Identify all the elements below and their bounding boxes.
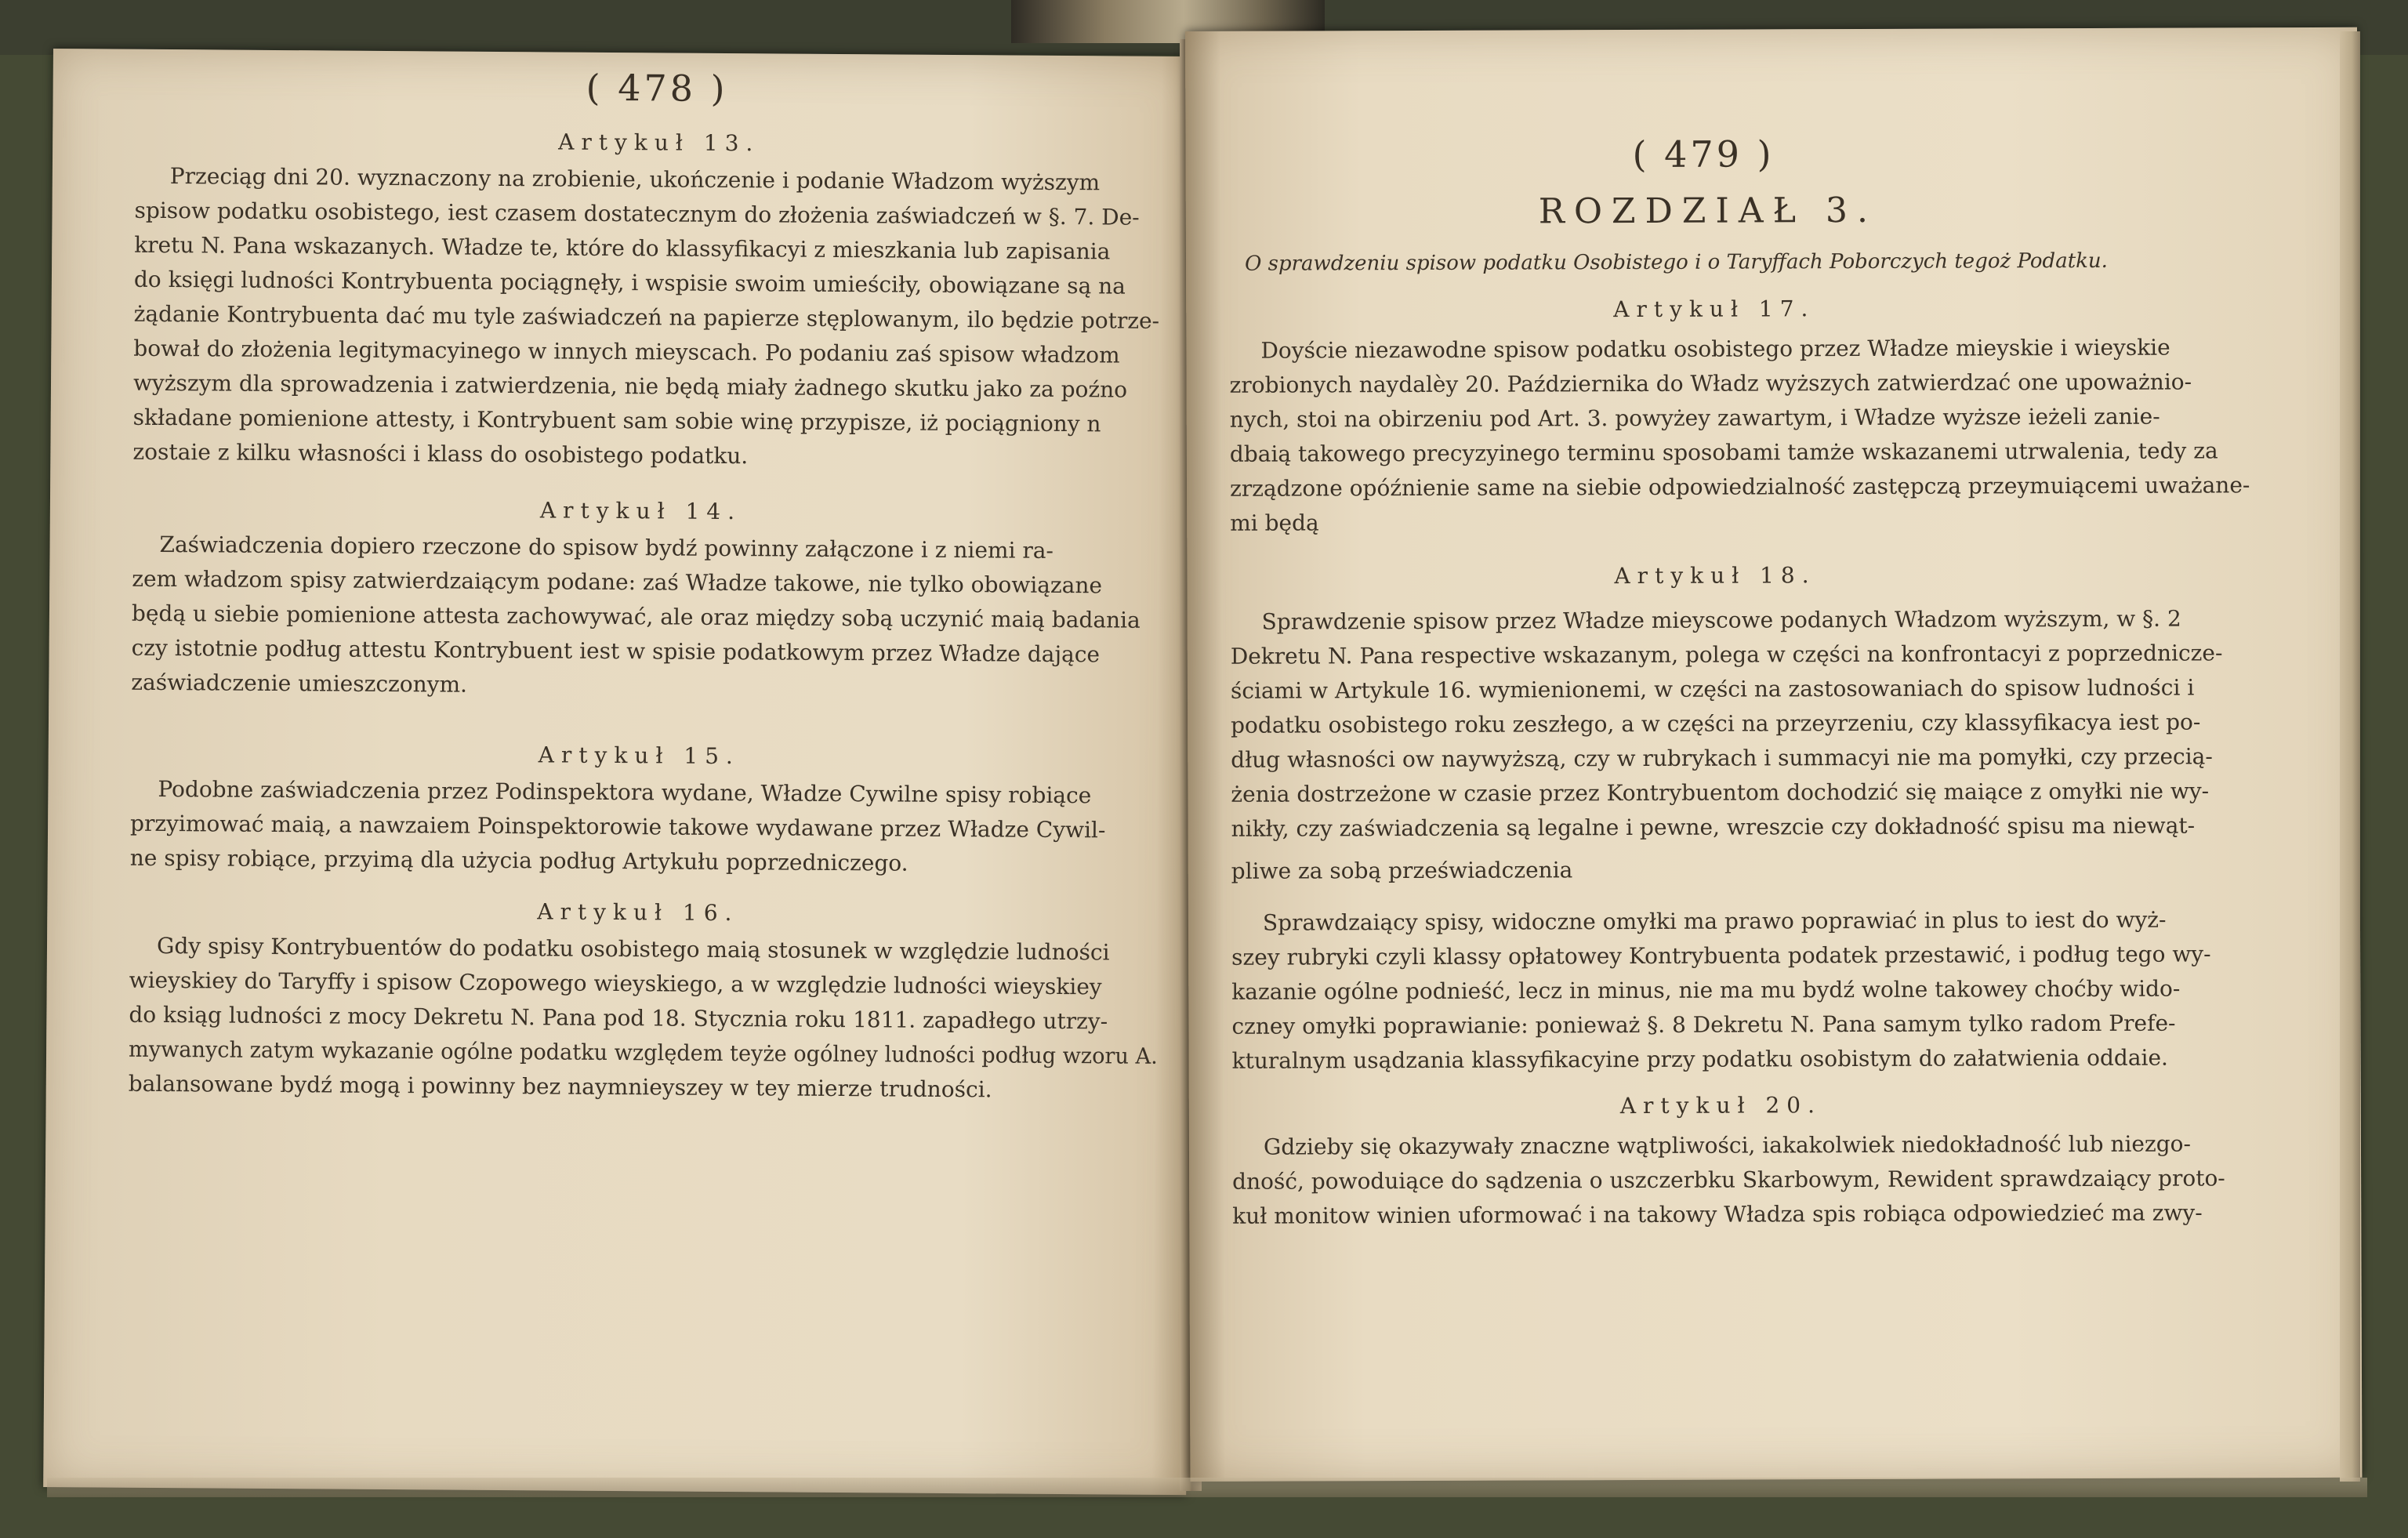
text-line: ściami w Artykule 16. wymienionemi, w części na zastosowaniach do spisow ludności i xyxy=(1230,674,2195,704)
right-page xyxy=(1185,27,2362,1482)
article-20-heading: Artykuł 20. xyxy=(1619,1092,1822,1119)
page-number-478: ( 478 ) xyxy=(586,66,728,111)
text-line: nikły, czy zaświadczenia są legalne i pewne, wreszcie czy dokładność spisu ma niewąt- xyxy=(1231,812,2196,842)
article-18-heading: Artykuł 18. xyxy=(1614,562,1816,589)
left-page xyxy=(43,49,1196,1495)
text-line: nych, stoi na obirzeniu pod Art. 3. powyżey zawartym, i Władze wyższe ieżeli zanie- xyxy=(1229,403,2160,433)
text-line: podatku osobistego roku zeszłego, a w części na przeyrzeniu, czy klassyfikacya iest po- xyxy=(1231,709,2201,738)
text-line: kazanie ogólne podnieść, lecz in minus, nie ma mu bydź wolne takowey choćby wido- xyxy=(1231,975,2181,1005)
text-line: Zaświadczenia dopiero rzeczone do spisow bydź powinny załączone i z niemi ra- xyxy=(159,531,1054,564)
text-line: dbaią takowego precyzyinego terminu sposobami tamże wskazanemi utrwalenia, tedy za xyxy=(1229,437,2218,467)
text-line: do ksiąg ludności z mocy Dekretu N. Pana pod 18. Stycznia roku 1811. zapadłego utrzy- xyxy=(129,1001,1108,1035)
text-line: mywanych zatym wykazanie ogólne podatku względem teyże ogólney ludności podług wzoru A. xyxy=(128,1036,1158,1069)
text-line: będą u siebie pomienione attesta zachowywać, ale oraz między sobą uczynić maią badania xyxy=(131,600,1141,633)
text-line: Podobne zaświadczenia przez Podinspektora wydane, Władze Cywilne spisy robiące xyxy=(158,775,1092,809)
text-line: ne spisy robiące, przyimą dla użycia podług Artykułu poprzedniczego. xyxy=(129,844,908,876)
text-line: czney omyłki poprawianie: ponieważ §. 8 Dekretu N. Pana samym tylko radom Prefe- xyxy=(1231,1010,2176,1039)
chapter-title: ROZDZIAŁ 3. xyxy=(1538,190,1878,232)
text-line: kuł monitow winien uformować i na takowy Władza spis robiąca odpowiedzieć ma zwy- xyxy=(1232,1199,2203,1229)
text-line: kretu N. Pana wskazanych. Władze te, które do klassyfikacyi z mieszkania lub zapisania xyxy=(134,231,1111,265)
text-line: do księgi ludności Kontrybuenta pociągnęły, i wspisie swoim umieściły, obowiązane są na xyxy=(133,266,1126,299)
text-line: Doyście niezawodne spisow podatku osobistego przez Władze mieyskie i wieyskie xyxy=(1260,334,2170,364)
text-line: spisow podatku osobistego, iest czasem dostatecznym do złożenia zaświadczeń w §. 7. De- xyxy=(134,197,1140,230)
text-line: dług własności ow naywyższą, czy w rubrykach i summacyi nie ma pomyłki, czy przecią- xyxy=(1231,743,2213,773)
book-bottom-edge xyxy=(47,1478,2367,1497)
text-line: zostaie z kilku własności i klass do osobistego podatku. xyxy=(132,438,749,470)
text-line: balansowane bydź mogą i powinny bez naymnieyszey w tey mierze trudności. xyxy=(128,1070,992,1103)
text-line: bował do złożenia legitymacyinego w innych mieyscach. Po podaniu zaś spisow władzom xyxy=(133,335,1120,368)
article-15-heading: Artykuł 15. xyxy=(538,742,741,770)
article-17-heading: Artykuł 17. xyxy=(1613,296,1815,323)
text-line: Gdzieby się okazywały znaczne wątpliwości, iakakolwiek niedokładność lub niezgo- xyxy=(1263,1130,2192,1160)
page-number-479: ( 479 ) xyxy=(1632,132,1775,176)
text-line: przyimować maią, a nawzaiem Poinspektorowie takowe wydawane przez Władze Cywil- xyxy=(129,810,1106,843)
page-edge xyxy=(2340,31,2360,1482)
text-line: dność, powoduiące do sądzenia o uszczerbku Skarbowym, Rewident sprawdzaiący proto- xyxy=(1232,1165,2225,1195)
text-line: Dekretu N. Pana respective wskazanym, polega w części na konfrontacyi z poprzednicze- xyxy=(1230,640,2223,669)
text-line: kturalnym usądzania klassyfikacyine przy podatku osobistym do załatwienia oddaie. xyxy=(1231,1044,2168,1074)
text-line: żądanie Kontrybuenta dać mu tyle zaświadczeń na papierze stęplowanym, ilo będzie potrze- xyxy=(133,300,1160,334)
text-line: wyższym dla sprowadzenia i zatwierdzenia, nie będą miały żadnego skutku jako za poźno xyxy=(132,369,1128,403)
text-line: zaświadczenie umieszczonym. xyxy=(131,669,468,698)
text-line: szey rubryki czyli klassy opłatowey Kontrybuenta podatek przestawić, i podług tego wy- xyxy=(1231,941,2211,970)
article-14-heading: Artykuł 14. xyxy=(539,497,742,525)
text-line: składane pomienione attesty, i Kontrybuent sam sobie winę przypisze, iż pociągniony n xyxy=(132,404,1101,437)
text-line: Sprawdzaiący spisy, widoczne omyłki ma prawo poprawiać in plus to iest do wyż- xyxy=(1262,906,2167,936)
text-line: wieyskiey do Taryffy i spisow Czopowego wieyskiego, a w względzie ludności wieyskiey xyxy=(129,967,1102,1000)
text-line: zrządzone opóźnienie same na siebie odpowiedzialność zastępczą przeymuiącemi uważane- xyxy=(1229,472,2250,502)
text-line: mi będą xyxy=(1230,510,1319,536)
text-line: pliwe za sobą przeświadczenia xyxy=(1231,857,1573,884)
chapter-subtitle: O sprawdzeniu spisow podatku Osobistego i o Taryffach Poborczych tegoż Podatku. xyxy=(1244,248,2108,276)
text-line: Sprawdzenie spisow przez Władze mieyscowe podanych Władzom wyższym, w §. 2 xyxy=(1261,605,2181,635)
article-13-heading: Artykuł 13. xyxy=(558,129,760,157)
text-line: Gdy spisy Kontrybuentów do podatku osobistego maią stosunek w względzie ludności xyxy=(156,932,1110,966)
text-line: żenia dostrzeżone w czasie przez Kontrybuentom dochodzić się maiące z omyłki nie wy- xyxy=(1231,778,2210,807)
text-line: Przeciąg dni 20. wyznaczony na zrobienie, ukończenie i podanie Władzom wyższym xyxy=(169,163,1101,196)
text-line: zrobionych naydalèy 20. Października do Władz wyższych zatwierdzać one upoważnio- xyxy=(1229,368,2192,398)
text-line: zem władzom spisy zatwierdzaiącym podane: zaś Władze takowe, nie tylko obowiązane xyxy=(132,565,1103,599)
text-line: czy istotnie podług attestu Kontrybuent iest w spisie podatkowym przez Władze dające xyxy=(131,634,1101,668)
article-16-heading: Artykuł 16. xyxy=(537,898,739,927)
